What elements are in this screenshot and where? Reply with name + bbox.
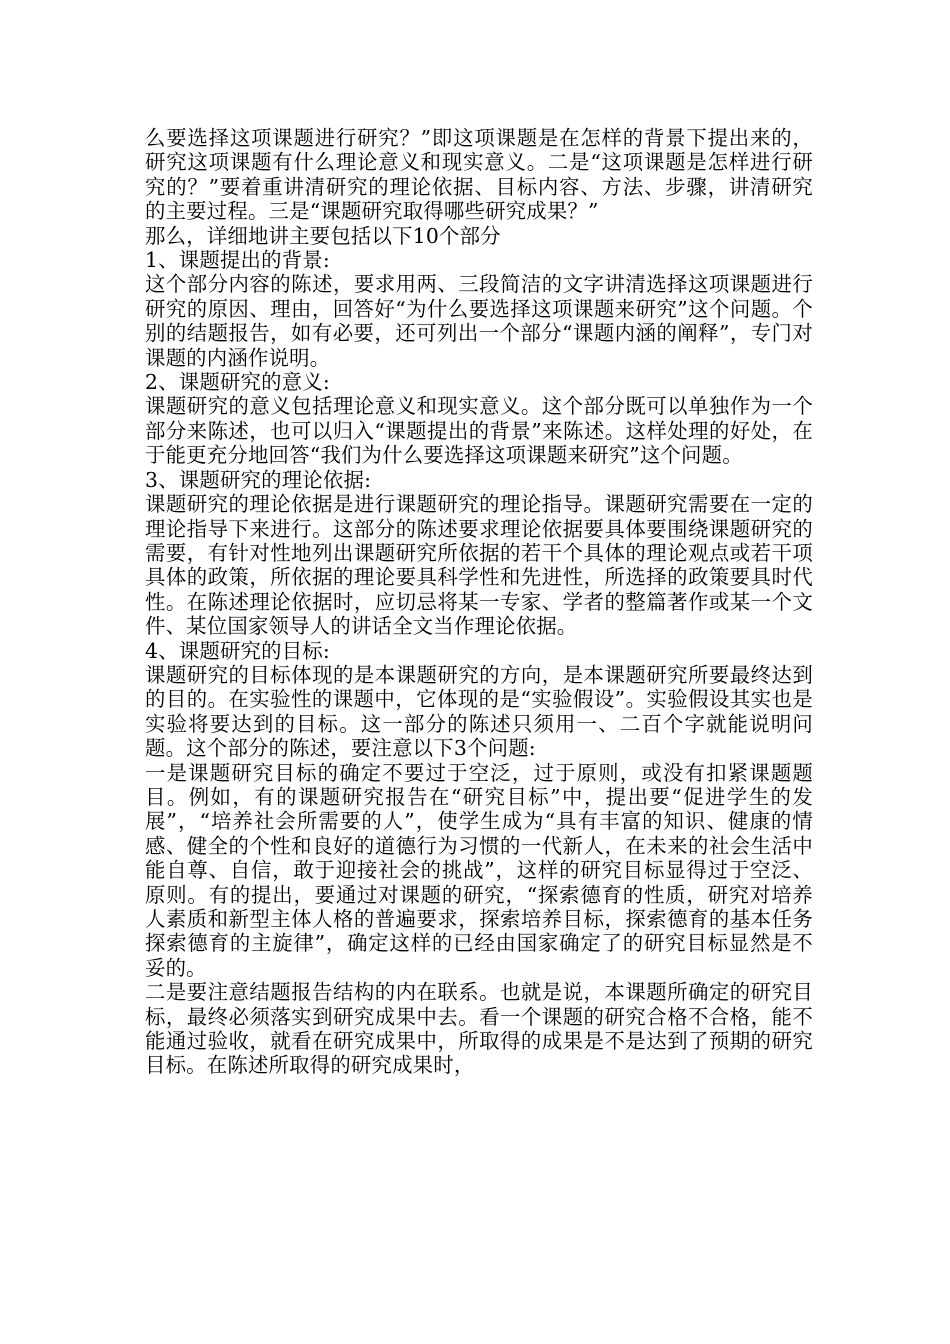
paragraph-overview: 那么，详细地讲主要包括以下10个部分 — [145, 223, 501, 248]
heading-goals: 4、课题研究的目标: — [145, 638, 330, 663]
paragraph-background: 这个部分内容的陈述，要求用两、三段简洁的文字讲清选择这项课题进行研究的原因、理由，回答好“为什么要选择这项课题来研究”这个问题。个别的结题报告，如有必要，还可列出一个部分“课题内涵的阐释”，专门对课题的内涵作说明。 — [145, 272, 813, 370]
paragraph-goal-point-two: 二是要注意结题报告结构的内在联系。也就是说，本课题所确定的研究目标，最终必须落实到研究成果中去。看一个课题的研究合格不合格，能不能通过验收，就看在研究成果中，所取得的成果是不是达到了预期的研究目标。在陈述所取得的研究成果时， — [145, 980, 813, 1078]
paragraph-goals: 课题研究的目标体现的是本课题研究的方向，是本课题研究所要最终达到的目的。在实验性的课题中，它体现的是“实验假设”。实验假设其实也是实验将要达到的目标。这一部分的陈述只须用一、二百个字就能说明问题。这个部分的陈述，要注意以下3个问题: — [145, 662, 813, 761]
heading-background: 1、课题提出的背景: — [145, 248, 330, 273]
paragraph-intro-continuation: 么要选择这项课题进行研究？”即这项课题是在怎样的背景下提出来的，研究这项课题有什么理论意义和现实意义。二是“这项课题是怎样进行研究的？”要着重讲清研究的理论依据、目标内容、方法、步骤，讲清研究的主要过程。三是“课题研究取得哪些研究成果？” — [145, 126, 813, 224]
heading-theory: 3、课题研究的理论依据: — [145, 467, 372, 492]
paragraph-significance: 课题研究的意义包括理论意义和现实意义。这个部分既可以单独作为一个部分来陈述，也可以归入“课题提出的背景”来陈述。这样处理的好处，在于能更充分地回答“我们为什么要选择这项课题来研究”这个问题。 — [145, 394, 813, 468]
document-body — [145, 126, 813, 1078]
paragraph-theory: 课题研究的理论依据是进行课题研究的理论指导。课题研究需要在一定的理论指导下来进行。这部分的陈述要求理论依据要具体要围绕课题研究的需要，有针对性地列出课题研究所依据的若干个具体的理论观点或若干项具体的政策，所依据的理论要具科学性和先进性，所选择的政策要具时代性。在陈述理论依据时，应切忌将某一专家、学者的整篇著作或某一个文件、某位国家领导人的讲话全文当作理论依据。 — [145, 492, 813, 639]
heading-significance: 2、课题研究的意义: — [145, 370, 330, 395]
paragraph-goal-point-one: 一是课题研究目标的确定不要过于空泛，过于原则，或没有扣紧课题题目。例如，有的课题研究报告在“研究目标”中，提出要“促进学生的发展”，“培养社会所需要的人”，使学生成为“具有丰富的知识、健康的情感、健全的个性和良好的道德行为习惯的一代新人，在未来的社会生活中能自尊、自信，敢于迎接社会的挑战”，这样的研究目标显得过于空泛、原则。有的提出，要通过对课题的研究，“探索德育的性质，研究对培养人素质和新型主体人格的普遍要求，探索培养目标，探索德育的基本任务探索德育的主旋律”，确定这样的已经由国家确定了的研究目标显然是不妥的。 — [145, 760, 813, 980]
